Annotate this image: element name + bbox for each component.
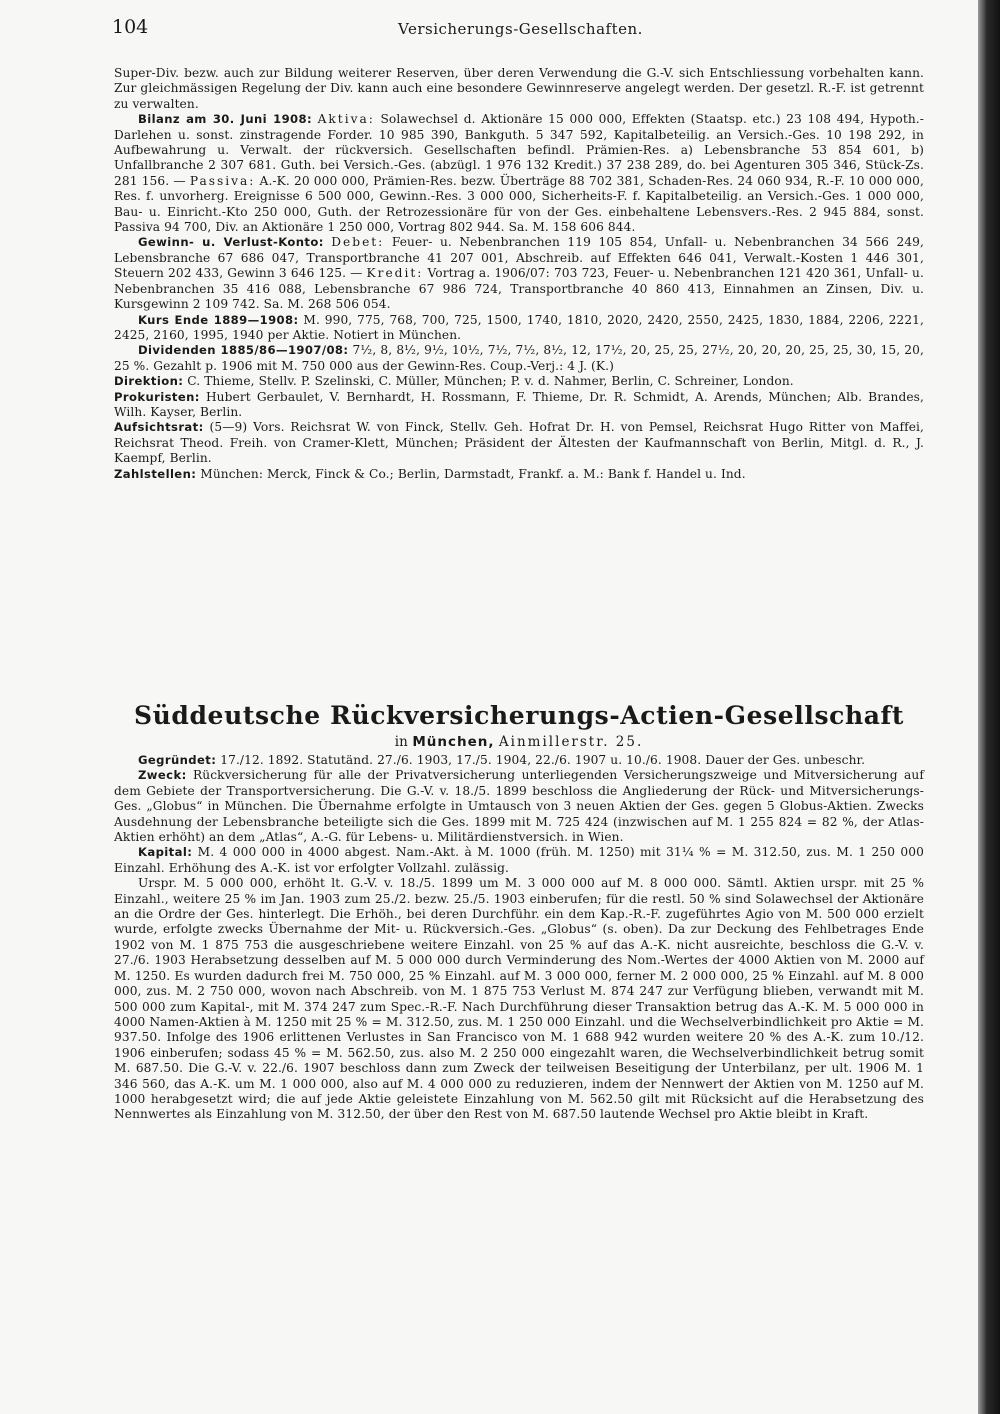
dividenden-label: Dividenden 1885/86—1907/08:: [138, 343, 349, 358]
company-entry: [114, 700, 924, 1123]
kurs-text: M. 990, 775, 768, 700, 725, 1500, 1740, 1810, 2020, 2420, 2550, 2425, 1830, 1884, 2206, 2221, 2425, 2160, 1995, 1940 per Aktie. Notiert in München.: [114, 312, 924, 342]
gegruendet-paragraph: [114, 753, 924, 768]
dividenden-paragraph: [114, 343, 924, 374]
guv-paragraph: [114, 235, 924, 312]
prokuristen-paragraph: [114, 390, 924, 421]
aufsichtsrat-label: Aufsichtsrat:: [114, 420, 204, 435]
direktion-text: C. Thieme, Stellv. P. Szelinski, C. Müller, München; P. v. d. Nahmer, Berlin, C. Schreiner, London.: [187, 374, 794, 389]
aufsichtsrat-paragraph: [114, 420, 924, 466]
page-number: 104: [112, 16, 149, 38]
zweck-label: Zweck:: [138, 768, 187, 783]
page-header: [112, 16, 922, 46]
bilanz-paragraph: [114, 112, 924, 235]
zahlstellen-paragraph: [114, 467, 924, 482]
gegruendet-text: 17./12. 1892. Statutänd. 27./6. 1903, 17./5. 1904, 22./6. 1907 u. 10./6. 1908. Dauer der Ges. unbeschr.: [220, 753, 866, 767]
kurs-paragraph: [114, 313, 924, 344]
page-edge-shadow: [978, 0, 1000, 1414]
direktion-paragraph: [114, 374, 924, 389]
company-city: München,: [412, 734, 495, 750]
previous-company-entry: [114, 66, 924, 482]
company-location: [114, 734, 924, 751]
debet-label: Debet:: [331, 235, 385, 250]
location-prefix: in: [394, 734, 408, 750]
kapital-history-paragraph: Urspr. M. 5 000 000, erhöht lt. G.-V. v. 18./5. 1899 um M. 3 000 000 auf M. 8 000 000. Sämtl. Aktien urspr. mit 25 % Einzahl., weitere 25 % im Jan. 1903 zum 25./2. bezw. 25./5. 1903 einberufen; für die restl. 50 % sind Solawechsel der Aktionäre an die Ordre der Ges. hinterlegt. Die Erhöh., bei deren Durchführ. ein dem Kap.-R.-F. zugeführtes Agio von M. 500 000 erzielt wurde, erfolgte zwecks Übernahme der Mit- u. Rückversich.-Ges. „Globus“ (s. oben). Da zur Deckung des Fehlbetrages Ende 1902 von M. 1 875 753 die ausgeschriebene weitere Einzahl. von 25 % auf das A.-K. nicht ausreichte, beschloss die G.-V. v. 27./6. 1903 Herabsetzung desselben auf M. 5 000 000 durch Verminderung des Nom.-Wertes der 4000 Aktien von M. 2000 auf M. 1250. Es wurden dadurch frei M. 750 000, 25 % Einzahl. auf M. 3 000 000, ferner M. 2 000 000, 25 % Einzahl. auf M. 8 000 000, zus. M. 2 750 000, wovon nach Abschreib. von M. 1 875 753 Verlust M. 874 247 zur Verfügung blieben, verwandt mit M. 500 000 zum Kapital-, mit M. 374 247 zum Spec.-R.-F. Nach Durchführung dieser Transaktion betrug das A.-K. M. 5 000 000 in 4000 Namen-Aktien à M. 1250 mit 25 % = M. 312.50, zus. M. 1 250 000 Einzahl. und die Wechselverbindlichkeit pro Aktie = M. 937.50. Infolge des 1906 erlittenen Verlustes in San Francisco von M. 1 688 942 wurden weitere 20 % des A.-K. zum 10./12. 1906 einberufen; sodass 45 % = M. 562.50, zus. also M. 2 250 000 eingezahlt waren, die Wechselverbindlichkeit betrug somit M. 687.50. Die G.-V. v. 22./6. 1907 beschloss dann zum Zweck der teilweisen Beseitigung der Unterbilanz, per ult. 1906 M. 1 346 560, das A.-K. um M. 1 000 000, also auf M. 4 000 000 zu reduzieren, indem der Nennwert der Aktien von M. 1250 auf M. 1000 herabgesetzt wird; die auf jede Aktie geleistete Einzahlung von M. 562.50 gilt mit Rücksicht auf die Herabsetzung des Nennwertes als Einzahlung von M. 312.50, der über den Rest von M. 687.50 lautende Wechsel pro Aktie bleibt in Kraft.: [114, 876, 924, 1122]
bilanz-passiva-text: A.-K. 20 000 000, Prämien-Res. bezw. Überträge 88 702 381, Schaden-Res. 24 060 934, R.-F. 10 000 000, Res. f. unvorherg. Ereignisse 6 500 000, Gewinn.-Res. 3 000 000, Sicherheits-F. f. Kapitalbeteilig. an Versich.-Ges. 1 000 000, Bau- u. Einricht.-Kto 250 000, Guth. der Retrozessionäre für von der Ges. einbehaltene Lebensvers.-Res. 2 945 884, sonst. Passiva 94 700, Div. an Aktionäre 1 250 000, Vortrag 802 944. Sa. M. 158 606 844.: [114, 173, 924, 235]
direktion-label: Direktion:: [114, 374, 184, 389]
dividenden-text: 7½, 8, 8½, 9½, 10½, 7½, 7½, 8½, 12, 17½, 20, 25, 25, 27½, 20, 20, 20, 25, 25, 30, 15, 20, 25 %. Gezahlt p. 1906 mit M. 750 000 aus der Gewinn-Res. Coup.-Verj.: 4 J. (K.): [114, 343, 924, 373]
kapital-paragraph: [114, 845, 924, 876]
bilanz-aktiva-text: Solawechsel d. Aktionäre 15 000 000, Effekten (Staatsp. etc.) 23 108 494, Hypoth.-Darlehen u. sonst. zinstragende Forder. 10 985 390, Bankguth. 5 347 592, Kapitalbeteilig. an Versich.-Ges. 10 198 292, in Aufbewahrung u. Verwalt. der rückversich. Gesellschaften befindl. Prämien-Res. a) Lebensbranche 53 854 601, b) Unfallbranche 2 307 681. Guth. bei Versich.-Ges. (abzügl. 1 976 132 Kredit.) 37 238 289, do. bei Agenturen 305 346, Stück-Zs. 281 156. —: [114, 112, 924, 188]
running-head: Versicherungs-Gesellschaften.: [398, 20, 643, 38]
gegruendet-label: Gegründet:: [138, 753, 217, 767]
kapital-text: M. 4 000 000 in 4000 abgest. Nam.-Akt. à M. 1000 (früh. M. 1250) mit 31¼ % = M. 312.50, zus. M. 1 250 000 Einzahl. Erhöhung des A.-K. ist vor erfolgter Vollzahl. zulässig.: [114, 845, 924, 875]
guv-debet-text: Feuer- u. Nebenbranchen 119 105 854, Unfall- u. Nebenbranchen 34 566 249, Lebensbranche 67 686 047, Transportbranche 41 207 001, Abschreib. auf Effekten 646 041, Verwalt.-Kosten 1 446 301, Steuern 202 433, Gewinn 3 646 125. —: [114, 235, 924, 281]
kredit-label: Kredit:: [366, 266, 424, 281]
passiva-label: Passiva:: [189, 173, 256, 188]
zweck-paragraph: [114, 768, 924, 845]
aktiva-label: Aktiva:: [317, 112, 375, 127]
company-address: Ainmillerstr. 25.: [498, 734, 644, 750]
prokuristen-text: Hubert Gerbaulet, V. Bernhardt, H. Rossmann, F. Thieme, Dr. R. Schmidt, A. Arends, München; Alb. Brandes, Wilh. Kayser, Berlin.: [114, 389, 924, 419]
prokuristen-label: Prokuristen:: [114, 389, 200, 404]
guv-kredit-text: Vortrag a. 1906/07: 703 723, Feuer- u. Nebenbranchen 121 420 361, Unfall- u. Nebenbranchen 35 416 088, Lebensbranche 67 986 724, Transportbranche 40 860 413, Einnahmen an Zinsen, Div. u. Kursgewinn 2 109 742. Sa. M. 268 506 054.: [114, 266, 924, 312]
aufsichtsrat-text: (5—9) Vors. Reichsrat W. von Finck, Stellv. Geh. Hofrat Dr. H. von Pemsel, Reichsrat Hugo Ritter von Maffei, Reichsrat Theod. Freih. von Cramer-Klett, München; Präsident der Ältesten der Kaufmannschaft von Berlin, Mitgl. d. R., J. Kaempf, Berlin.: [114, 420, 924, 466]
zahlstellen-label: Zahlstellen:: [114, 466, 197, 481]
intro-paragraph: Super-Div. bezw. auch zur Bildung weiterer Reserven, über deren Verwendung die G.-V. sich Entschliessung vorbehalten kann. Zur gleichmässigen Regelung der Div. kann auch eine besondere Gewinnreserve angelegt werden. Der gesetzl. R.-F. ist getrennt zu verwalten.: [114, 66, 924, 111]
bilanz-label: Bilanz am 30. Juni 1908:: [138, 112, 313, 127]
company-name: Süddeutsche Rückversicherungs-Actien-Gesellschaft: [133, 701, 905, 730]
zweck-text: Rückversicherung für alle der Privatversicherung unterliegenden Versicherungszweige und Mitversicherung auf dem Gebiete der Transportversicherung. Die G.-V. v. 18./5. 1899 beschloss die Angliederung der Rück- und Mitversicherungs-Ges. „Globus“ in München. Die Übernahme erfolgte in Umtausch von 3 neuen Aktien der Ges. gegen 5 Globus-Aktien. Zwecks Ausdehnung der Lebensbranche beteiligte sich die Ges. 1899 mit M. 725 424 (inzwischen auf M. 1 255 824 = 82 %, der Atlas-Aktien erhöht) an dem „Atlas“, A.-G. für Lebens- u. Militärdienstversich. in Wien.: [114, 768, 924, 845]
kurs-label: Kurs Ende 1889—1908:: [138, 312, 299, 327]
zahlstellen-text: München: Merck, Finck & Co.; Berlin, Darmstadt, Frankf. a. M.: Bank f. Handel u. Ind.: [200, 466, 746, 481]
kapital-label: Kapital:: [138, 845, 193, 860]
guv-label: Gewinn- u. Verlust-Konto:: [138, 235, 324, 250]
